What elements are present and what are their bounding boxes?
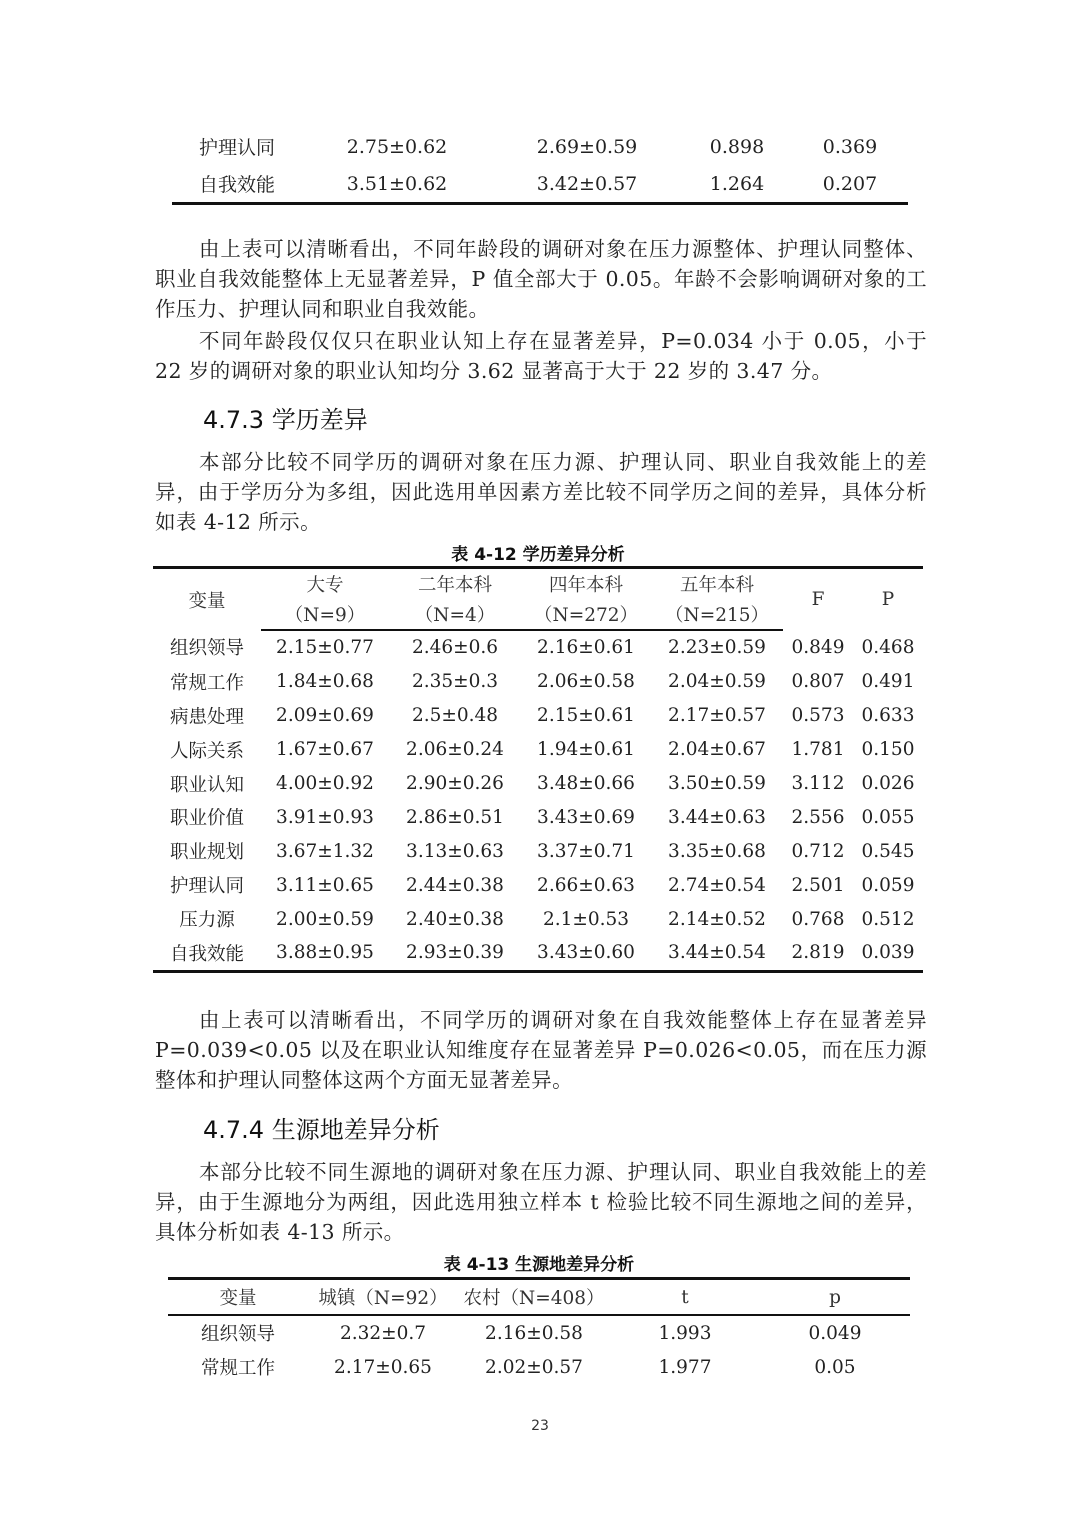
table-4-13-caption: 表 4-13 生源地差异分析 (443, 1255, 635, 1275)
table-row (153, 800, 923, 834)
section-heading-4-7-4: 4.7.4 生源地差异分析 (203, 1116, 440, 1144)
table-cell: 2.44±0.38 (406, 874, 504, 896)
table-row (153, 630, 923, 665)
table-cell: 2.66±0.63 (537, 874, 635, 896)
table-cell: 0.049 (808, 1322, 862, 1344)
table-cell: 3.37±0.71 (537, 840, 635, 862)
table-row-label: 护理认同 (198, 137, 275, 159)
table-row-label: 职业规划 (169, 842, 244, 864)
table-cell: 1.781 (791, 739, 845, 761)
table-header-group-n: （N=9） (261, 599, 389, 630)
table-cell: 2.00±0.59 (276, 908, 374, 930)
table-cell: 0.807 (791, 671, 845, 693)
previous-table-fragment (172, 128, 908, 205)
table-cell: 0.545 (861, 840, 915, 862)
table-cell: 0.573 (791, 705, 845, 727)
table-cell: 2.69±0.59 (536, 135, 638, 158)
table-cell: 2.23±0.59 (668, 637, 766, 659)
table-cell: 0.898 (709, 135, 765, 158)
paragraph-age-summary: 由上表可以清晰看出，不同年龄段的调研对象在压力源整体、护理认同整体、职业自我效能整体上无显著差异，P 值全部大于 0.05。年龄不会影响调研对象的工作压力、护理认同和职业自我效能。 (155, 237, 927, 321)
table-cell: 0.468 (861, 636, 915, 658)
table-header-group-name: 二年本科 (417, 575, 492, 596)
table-cell: 0.633 (861, 705, 915, 727)
table-header-p: P (881, 589, 895, 610)
table-cell: 2.04±0.59 (668, 671, 766, 693)
table-cell: 1.84±0.68 (276, 671, 374, 693)
table-cell: 3.44±0.54 (668, 942, 766, 964)
table-cell: 2.5±0.48 (411, 705, 499, 727)
table-row (168, 1315, 910, 1350)
table-header-urban: 城镇（N=92） (308, 1279, 458, 1316)
table-cell: 2.40±0.38 (406, 908, 504, 930)
table-row (172, 128, 908, 165)
table-row-label: 职业认知 (169, 774, 244, 796)
table-row-label: 常规工作 (169, 672, 244, 694)
table-cell: 3.88±0.95 (276, 942, 374, 964)
table-cell: 2.16±0.61 (537, 637, 635, 659)
table-cell: 3.112 (791, 773, 845, 794)
table-cell: 2.75±0.62 (346, 135, 448, 158)
table-cell: 0.491 (861, 671, 915, 693)
table-cell: 2.02±0.57 (485, 1356, 583, 1378)
table-cell: 0.512 (861, 908, 915, 930)
paragraph-age-significance: 不同年龄段仅仅只在职业认知上存在显著差异，P=0.034 小于 0.05，小于 22 岁的调研对象的职业认知均分 3.62 显著高于大于 22 岁的 3.47 分。 (155, 329, 927, 383)
table-row (153, 834, 923, 868)
table-header-rural: 农村（N=408） (458, 1279, 610, 1316)
table-row-label: 压力源 (179, 910, 235, 932)
table-row-label: 病患处理 (169, 706, 244, 728)
table-4-13 (168, 1277, 910, 1384)
table-cell: 1.993 (658, 1322, 712, 1344)
table-cell: 2.16±0.58 (485, 1322, 583, 1344)
table-row-label: 护理认同 (169, 876, 244, 898)
table-cell: 2.09±0.69 (276, 705, 374, 727)
table-row (153, 665, 923, 699)
table-cell: 3.13±0.63 (406, 840, 504, 862)
table-row-label: 自我效能 (169, 943, 244, 965)
table-cell: 0.059 (861, 874, 915, 896)
table-cell: 2.14±0.52 (668, 908, 766, 930)
table-4-12-caption: 表 4-12 学历差异分析 (451, 545, 625, 565)
table-cell: 3.44±0.63 (668, 806, 766, 828)
table-cell: 3.35±0.68 (668, 840, 766, 862)
table-cell: 0.05 (814, 1356, 856, 1378)
table-cell: 3.11±0.65 (276, 874, 374, 896)
table-header-f: F (811, 589, 825, 610)
table-cell: 3.48±0.66 (537, 773, 635, 794)
table-cell: 2.15±0.61 (537, 705, 635, 727)
table-cell: 0.055 (861, 806, 915, 828)
table-cell: 2.32±0.7 (339, 1322, 427, 1344)
table-cell: 0.768 (791, 908, 845, 930)
table-header-variable: 变量 (188, 590, 226, 612)
table-header-group-n: （N=272） (521, 599, 651, 630)
table-cell: 3.43±0.69 (537, 806, 635, 828)
table-cell: 0.039 (861, 942, 915, 964)
table-cell: 2.93±0.39 (406, 942, 504, 964)
table-cell: 0.369 (822, 135, 878, 158)
table-row (153, 767, 923, 801)
table-cell: 1.264 (709, 172, 765, 195)
table-header-group-name: 四年本科 (548, 575, 623, 596)
table-row (153, 699, 923, 733)
table-header-group-name: 五年本科 (679, 575, 754, 596)
table-cell: 4.00±0.92 (276, 773, 374, 794)
table-row-label: 职业价值 (169, 808, 244, 830)
table-cell: 2.06±0.24 (406, 739, 504, 761)
paragraph-education-intro: 本部分比较不同学历的调研对象在压力源、护理认同、职业自我效能上的差异，由于学历分为多组，因此选用单因素方差比较不同学历之间的差异，具体分析如表 4-12 所示。 (155, 450, 927, 534)
table-cell: 2.35±0.3 (411, 671, 499, 693)
table-row (153, 733, 923, 767)
table-cell: 2.86±0.51 (406, 806, 504, 828)
table-cell: 2.06±0.58 (537, 671, 635, 693)
table-cell: 0.150 (861, 739, 915, 761)
table-header-variable: 变量 (168, 1279, 308, 1316)
section-heading-4-7-3: 4.7.3 学历差异 (203, 406, 368, 434)
table-cell: 2.17±0.57 (668, 705, 766, 727)
table-row-label: 组织领导 (169, 638, 244, 660)
table-row (153, 902, 923, 936)
table-header-group-name: 大专 (306, 575, 344, 596)
table-cell: 0.849 (791, 636, 845, 658)
table-cell: 2.1±0.53 (542, 908, 630, 930)
table-cell: 0.712 (791, 840, 845, 862)
table-cell: 2.74±0.54 (668, 874, 766, 896)
table-row (153, 936, 923, 971)
page-number: 23 (531, 1418, 549, 1434)
table-cell: 3.50±0.59 (668, 773, 766, 794)
paragraph-origin-intro: 本部分比较不同生源地的调研对象在压力源、护理认同、职业自我效能上的差异，由于生源地分为两组，因此选用独立样本 t 检验比较不同生源地之间的差异，具体分析如表 4-13 所示。 (155, 1160, 927, 1244)
table-cell: 3.91±0.93 (276, 806, 374, 828)
table-row (168, 1350, 910, 1384)
table-cell: 3.42±0.57 (536, 172, 638, 195)
table-header-group-n: （N=4） (389, 599, 521, 630)
table-cell: 2.04±0.67 (668, 739, 766, 761)
table-header-t: t (610, 1279, 760, 1316)
table-cell: 1.94±0.61 (537, 739, 635, 761)
table-row-label: 常规工作 (200, 1358, 275, 1379)
table-cell: 1.977 (658, 1356, 712, 1378)
table-row-label: 组织领导 (200, 1324, 275, 1345)
table-header-p: p (760, 1279, 910, 1316)
table-cell: 3.51±0.62 (346, 172, 448, 195)
table-4-12 (153, 566, 923, 973)
table-cell: 2.15±0.77 (276, 637, 374, 659)
table-cell: 0.026 (861, 773, 915, 794)
table-cell: 3.67±1.32 (276, 840, 374, 862)
table-cell: 2.17±0.65 (334, 1356, 432, 1378)
table-cell: 2.819 (791, 942, 845, 964)
table-row (153, 868, 923, 902)
table-cell: 1.67±0.67 (276, 739, 374, 761)
table-cell: 2.90±0.26 (406, 773, 504, 794)
table-row-label: 人际关系 (169, 740, 244, 762)
table-cell: 2.501 (791, 874, 845, 896)
table-cell: 3.43±0.60 (537, 942, 635, 964)
table-cell: 0.207 (822, 172, 878, 195)
table-row-label: 自我效能 (198, 174, 275, 196)
table-header-group-n: （N=215） (651, 599, 783, 630)
table-row (172, 165, 908, 204)
paragraph-education-summary: 由上表可以清晰看出，不同学历的调研对象在自我效能整体上存在显著差异 P=0.039<0.05 以及在职业认知维度存在显著差异 P=0.026<0.05，而在压力源整体和护理认同整体这两个方面无显著差异。 (155, 1008, 927, 1092)
table-cell: 2.46±0.6 (411, 637, 499, 659)
table-cell: 2.556 (791, 806, 845, 828)
